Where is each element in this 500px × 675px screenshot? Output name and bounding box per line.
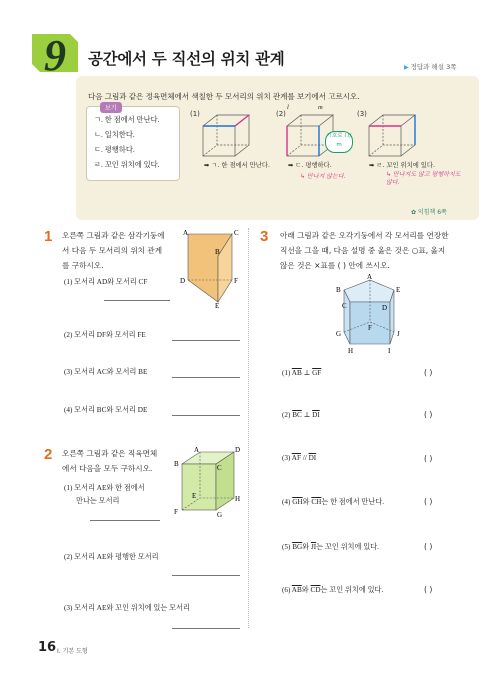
problem-text-line: 직선을 그을 때, 다음 설명 중 옳은 것은 ○표, 옳지 (280, 246, 446, 255)
figure-label: (3) (357, 110, 367, 118)
answer-parentheses[interactable]: ( ) (424, 497, 433, 506)
vertex-label: E (215, 302, 220, 308)
vertex-label: H (348, 347, 354, 355)
problem-text (62, 228, 165, 273)
sub-question-continued: 만나는 모서리 (76, 497, 120, 505)
handwritten-note: ↳ 만나지도 않고 평행하지도 않다. (386, 171, 461, 186)
statement: (3) $\overline{AF} // \overline{DI}$ (282, 454, 317, 462)
problem-text (280, 228, 449, 273)
figure-answer: ➡ ㄷ. 평행하다. (288, 162, 332, 169)
page-title: 공간에서 두 직선의 위치 관계 (88, 50, 285, 68)
statement: (2) $\overline{BC}$ ⊥ $\overline{DI}$ (282, 411, 320, 419)
vertex-label: B (215, 248, 220, 256)
answer-blank[interactable] (104, 300, 170, 301)
vertex-label: B (174, 460, 179, 468)
problem-text-line: 서 다음 두 모서리의 위치 관계 (62, 246, 163, 255)
vertex-label: D (180, 277, 186, 285)
sub-question: (1) 모서리 AD와 모서리 CF (64, 278, 148, 286)
vertex-label: H (235, 495, 241, 503)
problem-text-line: 를 구하시오. (62, 261, 104, 270)
problem-number: 1 (44, 228, 53, 245)
triangle-icon: ▶ (404, 64, 409, 71)
problem-text (62, 446, 157, 476)
answer-blank[interactable] (172, 377, 240, 378)
answer-reference (404, 62, 457, 71)
vertex-label: A (194, 446, 200, 454)
statement: (6) $\overline{AB}$와 $\overline{CD}$는 꼬인 위치에 있다. (282, 586, 384, 594)
workbook-reference-text: 익힘책 6쪽 (417, 209, 447, 216)
bogi-item: ㄷ. 평행하다. (94, 145, 135, 154)
vertex-label: F (368, 324, 372, 332)
answer-parentheses[interactable]: ( ) (424, 585, 433, 594)
cuboid-figure (172, 446, 242, 518)
vertex-label: A (183, 229, 189, 237)
vertex-label: C (217, 464, 222, 472)
problem-text-line: 오른쪽 그림과 같은 삼각기둥에 (62, 231, 165, 240)
figure-label: (2) (276, 110, 286, 118)
problem-text-line: 아래 그림과 같은 오각기둥에서 각 모서리를 연장한 (280, 231, 449, 240)
workbook-reference (411, 207, 447, 216)
pentagonal-prism-figure (330, 272, 410, 356)
line-label-l: l (287, 104, 289, 111)
answer-parentheses[interactable]: ( ) (424, 410, 433, 419)
vertex-label: E (192, 492, 197, 500)
answer-blank[interactable] (172, 575, 240, 576)
bogi-item: ㄹ. 꼬인 위치에 있다. (94, 160, 160, 169)
vertex-label: C (234, 229, 239, 237)
check-icon: ✿ (411, 209, 418, 216)
bogi-item: ㄱ. 한 점에서 만난다. (94, 115, 160, 124)
column-divider (248, 228, 249, 628)
answer-parentheses[interactable]: ( ) (424, 542, 433, 551)
sub-question: (2) 모서리 AE와 평행한 모서리 (64, 553, 159, 561)
vertex-label: G (336, 330, 342, 338)
sub-question: (4) 모서리 BC와 모서리 DE (64, 406, 148, 414)
sub-question: (2) 모서리 DF와 모서리 FE (64, 331, 146, 339)
sub-question: (3) 모서리 AE와 꼬인 위치에 있는 모서리 (64, 604, 190, 612)
intro-question: 다음 그림과 같은 정육면체에서 색칠한 두 모서리의 위치 관계를 보기에서 고르시오. (88, 92, 360, 101)
figure-label: (1) (190, 110, 200, 118)
problem-text-line: 에서 다음을 모두 구하시오. (62, 464, 153, 473)
problem-text-line: 않은 것은 ×표를 ( ) 안에 쓰시오. (280, 261, 390, 270)
vertex-label: G (217, 511, 223, 518)
answer-blank[interactable] (172, 415, 240, 416)
cube-figure-3 (366, 112, 418, 158)
line-label-m: m (318, 104, 323, 111)
vertex-label: I (388, 347, 391, 355)
cube-figure-1 (200, 112, 252, 158)
vertex-label: D (382, 304, 388, 312)
vertex-label: C (342, 302, 347, 310)
section-number: 9 (44, 31, 66, 78)
answer-parentheses[interactable]: ( ) (424, 368, 433, 377)
figure-answer: ➡ ㄹ. 꼬인 위치에 있다. (369, 162, 435, 169)
sub-question: (3) 모서리 AC와 모서리 BE (64, 368, 148, 376)
bogi-item: ㄴ. 일치한다. (94, 130, 135, 139)
vertex-label: B (336, 286, 341, 294)
chapter-label: I. 기본 도형 (57, 648, 88, 655)
vertex-label: F (174, 508, 178, 516)
answer-parentheses[interactable]: ( ) (424, 454, 433, 463)
page-number: 16 (38, 640, 57, 655)
vertex-label: D (235, 446, 241, 454)
figure-answer: ➡ ㄱ. 한 점에서 만난다. (204, 162, 270, 169)
answer-blank[interactable] (90, 520, 160, 521)
problem-number: 2 (44, 446, 53, 463)
vertex-label: J (397, 330, 400, 338)
problem-number: 3 (260, 228, 269, 245)
statement: (4) $\overline{GH}$와 $\overline{CH}$는 한 점에서 만난다. (282, 498, 385, 506)
statement: (1) $\overline{AB}$ ⊥ $\overline{GF}$ (282, 369, 322, 377)
answer-reference-text: 정답과 해설 3쪽 (410, 63, 457, 71)
section-number-badge (26, 28, 84, 78)
notation-bubble: 기호로 l // m (325, 131, 353, 153)
vertex-label: A (367, 273, 373, 281)
bogi-label: 보기 (100, 102, 122, 113)
vertex-label: E (396, 286, 401, 294)
handwritten-note: ↳ 만나지 않는다. (300, 173, 346, 180)
vertex-label: F (234, 277, 238, 285)
sub-question: (1) 모서리 AE와 한 점에서 (64, 484, 145, 492)
problem-text-line: 오른쪽 그림과 같은 직육면체 (62, 449, 158, 458)
answer-blank[interactable] (172, 340, 240, 341)
statement: (5) $\overline{BG}$와 $\overline{JI}$는 꼬인 위치에 있다. (282, 543, 379, 551)
triangular-prism-figure (178, 226, 242, 308)
answer-blank[interactable] (172, 628, 240, 629)
